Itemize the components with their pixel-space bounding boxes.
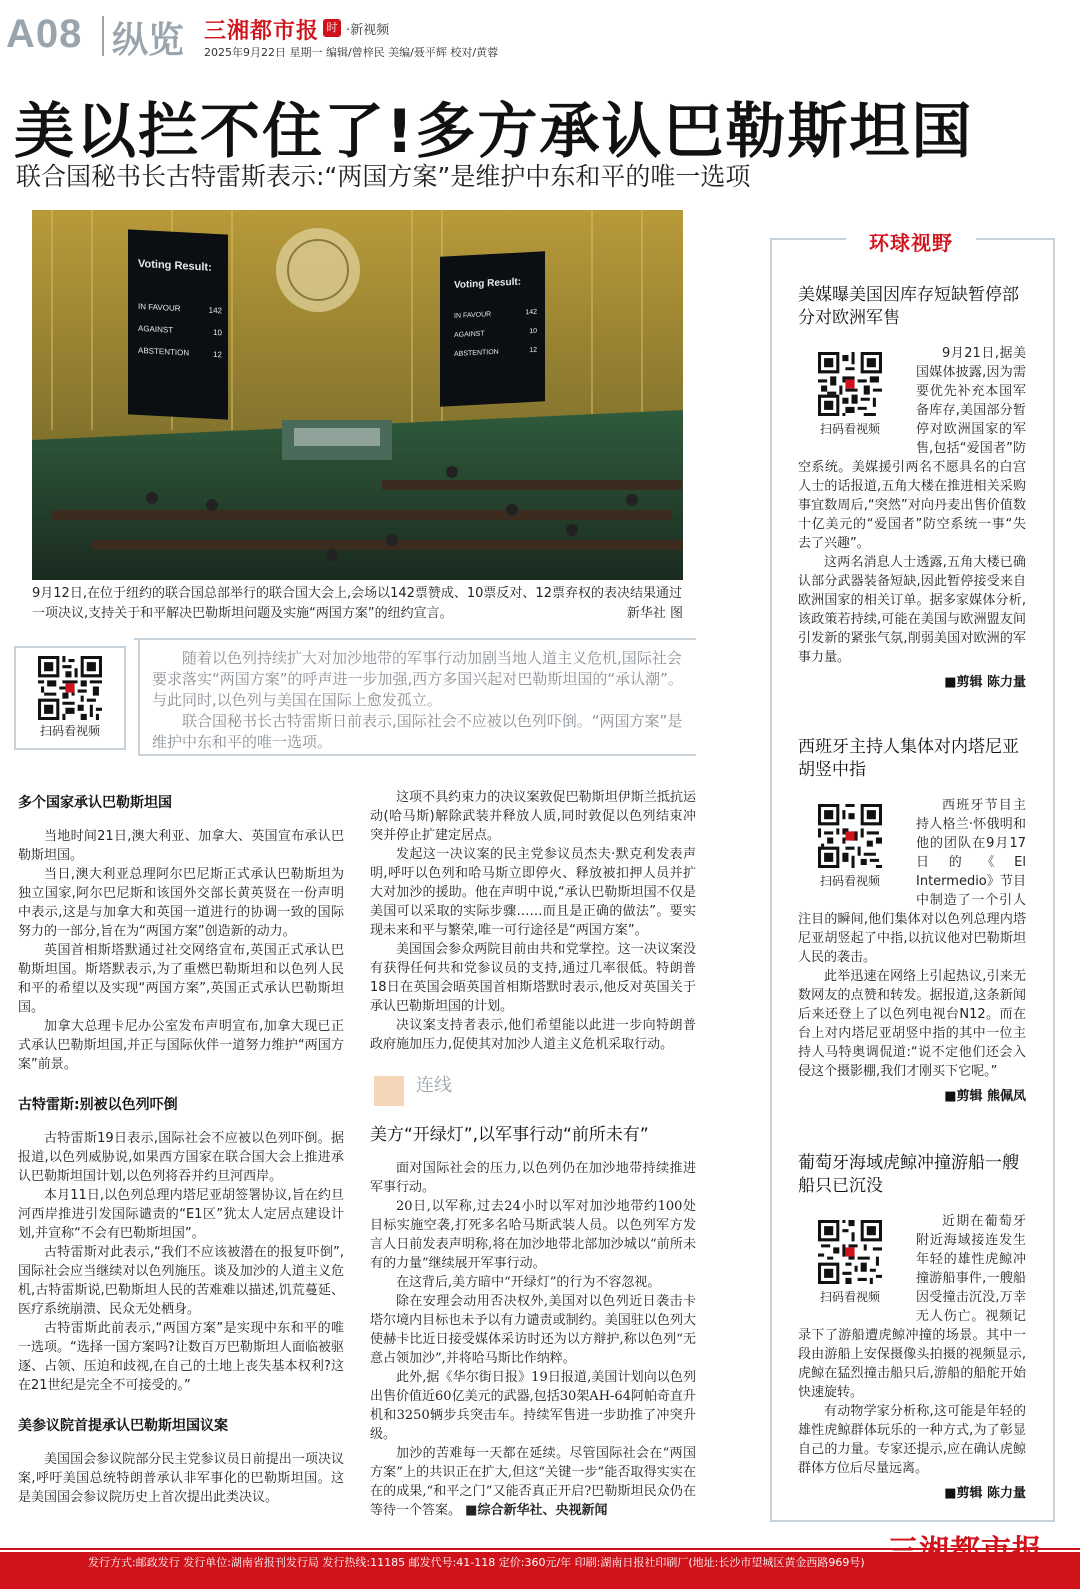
qr-code-icon[interactable]	[818, 352, 882, 416]
body-paragraph: 古特雷斯对此表示,“我们不应该被潜在的报复吓倒”,国际社会应当继续对以色列施压。谈及加沙的人道主义危机,古特雷斯说,巴勒斯坦人民的苦难难以描述,饥荒蔓延、医疗系统崩溃、民众无处栖身。	[18, 1245, 344, 1317]
sidebar-story-1	[798, 284, 1026, 690]
masthead	[0, 0, 1080, 72]
sidebar-story-2	[798, 736, 1026, 1104]
page-headline: 美以拦不住了!多方承认巴勒斯坦国	[14, 97, 974, 167]
story-sign: ■剪辑 陈力量	[944, 675, 1026, 690]
lead-paragraph: 随着以色列持续扩大对加沙地带的军事行动加剧当地人道主义危机,国际社会要求落实“两国方案”的呼声进一步加强,西方多国兴起对巴勒斯坦国的“承认潮”。与此同时,以色列与美国在国际上愈发孤立。	[152, 649, 683, 709]
voting-row-label: ABSTENTION	[454, 348, 499, 359]
body-paragraph: 决议案支持者表示,他们希望能以此进一步向特朗普政府施加压力,促使其对加沙人道主义危机采取行动。	[370, 1018, 696, 1052]
story-paragraph: 西班牙节目主持人格兰·怀俄明和他的团队在9月17日的《El Intermedio》节目中制造了一个引人注目的瞬间,他们集体对以色列总理内塔尼亚胡竖起了中指,以抗议他对巴勒斯坦人民的袭击。	[798, 798, 1026, 965]
story-title: 西班牙主持人集体对内塔尼亚胡竖中指	[798, 737, 1019, 780]
section-heading: 多个国家承认巴勒斯坦国	[18, 795, 172, 811]
story-paragraph: 近期在葡萄牙附近海域接连发生年轻的雄性虎鲸冲撞游船事件,一艘船因受撞击沉没,万幸无人伤亡。视频记录下了游船遭虎鲸冲撞的场景。其中一段由游船上安保摄像头拍摄的视频显示,虎鲸在猛烈撞击船只后,游船的船舵开始快速旋转。	[798, 1214, 1026, 1400]
voting-row-label: IN FAVOUR	[138, 301, 181, 314]
lead-paragraph: 联合国秘书长古特雷斯日前表示,国际社会不应被以色列吓倒。“两国方案”是维护中东和平的唯一选项。	[152, 712, 683, 751]
voting-row-label: IN FAVOUR	[454, 311, 492, 321]
lead-text	[152, 648, 694, 753]
sidebar-title: 环球视野	[869, 231, 953, 255]
story-qr-box[interactable]	[798, 1214, 902, 1305]
voting-row-value: 12	[529, 346, 537, 355]
video-badge-icon: 时	[323, 19, 341, 37]
qr-label: 扫码看视频	[39, 724, 100, 738]
body-paragraph: 古特雷斯19日表示,国际社会不应被以色列吓倒。据报道,以色列威胁说,如果西方国家在联合国大会上推进承认巴勒斯坦国计划,以色列将吞并约旦河西岸。	[18, 1131, 344, 1184]
voting-screen-title: Voting Result:	[138, 257, 212, 274]
body-paragraph: 20日,以军称,过去24小时以军对加沙地带约100处目标实施空袭,打死多名哈马斯武装人员。以色列军方发言人日前发表声明称,将在加沙地带北部加沙城以“前所未有的力量”继续展开军事行动。	[370, 1199, 696, 1271]
voting-screen-right	[440, 251, 545, 407]
story-title: 美媒曝美国因库存短缺暂停部分对欧洲军售	[798, 285, 1019, 328]
voting-screen-left	[128, 229, 228, 419]
body-paragraph: 本月11日,以色列总理内塔尼亚胡签署协议,旨在约旦河西岸推进引发国际谴责的“E1区”犹太人定居点建设计划,并宣称“不会有巴勒斯坦国”。	[18, 1188, 344, 1241]
sidebar-story-3	[798, 1152, 1026, 1501]
section-heading: 美参议院首提承认巴勒斯坦国议案	[18, 1418, 228, 1434]
body-paragraph: 当地时间21日,澳大利亚、加拿大、英国宣布承认巴勒斯坦国。	[18, 829, 344, 863]
qr-code-icon[interactable]	[818, 804, 882, 868]
story-sign: ■剪辑 熊佩凤	[944, 1089, 1026, 1104]
body-paragraph: 这项不具约束力的决议案敦促巴勒斯坦伊斯兰抵抗运动(哈马斯)解除武装并释放人质,同时敦促以色列结束冲突并停止扩建定居点。	[370, 790, 696, 843]
voting-row-label: AGAINST	[138, 323, 174, 335]
story-paragraph: 此举迅速在网络上引起热议,引来无数网友的点赞和转发。据报道,这条新闻后来还登上了以色列电视台N12。而在台上对内塔尼亚胡竖中指的其中一位主持人马特奥调侃道:“说不定他们还会入侵这个摄影棚,我们才刚买下它呢。”	[798, 969, 1026, 1079]
story-paragraph: 这两名消息人士透露,五角大楼已确认部分武器装备短缺,因此暂停接受来自欧洲国家的相关订单。据多家媒体分析,该政策若持续,可能在美国与欧洲盟友间引发新的紧张气氛,削弱美国对欧洲的军事力量。	[798, 555, 1026, 665]
source-sign: ■综合新华社、央视新闻	[465, 1503, 608, 1518]
body-paragraph: 古特雷斯此前表示,“两国方案”是实现中东和平的唯一选项。“选择一国方案吗?让数百万巴勒斯坦人面临被驱逐、占领、压迫和歧视,在自己的土地上丧失基本权利?这在21世纪是完全不可接受的。”	[18, 1321, 344, 1393]
quote-tag-icon	[374, 1076, 404, 1106]
lead-qr-box[interactable]	[14, 646, 126, 750]
body-paragraph: 发起这一决议案的民主党参议员杰夫·默克利发表声明,呼吁以色列和哈马斯立即停火、释放被扣押人员并扩大对加沙的援助。他在声明中说,“承认巴勒斯坦国不仅是美国可以采取的实际步骤……而且是正确的做法”。要实现未来和平与繁荣,唯一可行途径是“两国方案”。	[370, 847, 696, 938]
qr-code-icon[interactable]	[818, 1220, 882, 1284]
voting-row-value: 142	[208, 305, 222, 316]
story-sign: ■剪辑 陈力量	[944, 1486, 1026, 1501]
story-qr-box[interactable]	[798, 346, 902, 437]
qr-code-icon[interactable]	[38, 656, 102, 720]
voting-row-label: ABSTENTION	[138, 345, 190, 358]
footer-publishing-info: 发行方式:邮政发行 发行单位:湖南省报刊发行局 发行热线:11185 邮发代号:41-118 定价:360元/年 印刷:湖南日报社印刷厂(地址:长沙市望城区黄金西路969号)	[88, 1556, 865, 1569]
paper-logo: 三湘都市报	[204, 19, 320, 44]
body-text: 加沙的苦难每一天都在延续。尽管国际社会在“两国方案”上的共识正在扩大,但这“关键一步”能否取得实实在在的成果,“和平之门”又能否真正开启?巴勒斯坦民众仍在等待一个答案。	[370, 1446, 696, 1518]
photo-caption	[32, 584, 683, 624]
body-paragraph: 除在安理会动用否决权外,美国对以色列近日袭击卡塔尔境内目标也未予以有力谴责或制约。美国驻以色列大使赫卡比近日接受媒体采访时还为以方辩护,称以色列“无意占领加沙”,并将哈马斯比作纳粹。	[370, 1294, 696, 1366]
body-paragraph: 加拿大总理卡尼办公室发布声明宣布,加拿大现已正式承认巴勒斯坦国,并正与国际伙伴一道努力维护“两国方案”前景。	[18, 1019, 344, 1072]
story-title: 葡萄牙海域虎鲸冲撞游船一艘船只已沉没	[798, 1153, 1019, 1196]
link-section-label: 连线	[416, 1075, 452, 1096]
body-paragraph: 美国国会参众两院目前由共和党掌控。这一决议案没有获得任何共和党参议员的支持,通过几率很低。特朗普18日在英国会晤英国首相斯塔默时表示,他反对英国关于承认巴勒斯坦国的计划。	[370, 942, 696, 1014]
footer-rule	[0, 1548, 1080, 1550]
article-column-1	[18, 788, 344, 1507]
lead-box	[14, 632, 696, 762]
voting-row-value: 142	[525, 308, 537, 317]
voting-row-value: 10	[529, 327, 537, 336]
photo-credit: 新华社 图	[626, 606, 683, 621]
voting-row-label: AGAINST	[454, 330, 485, 340]
body-paragraph: 英国首相斯塔默通过社交网络宣布,英国正式承认巴勒斯坦国。斯塔默表示,为了重燃巴勒斯坦和以色列人民和平的希望以及实现“两国方案”,英国正式承认巴勒斯坦国。	[18, 943, 344, 1015]
voting-row-value: 10	[213, 327, 222, 338]
story-paragraph: 有动物学家分析称,这可能是年轻的雄性虎鲸群体玩乐的一种方式,为了彰显自己的力量。专家还提示,应在确认虎鲸群体方位后尽量远离。	[798, 1404, 1026, 1476]
qr-label: 扫码看视频	[819, 1290, 880, 1304]
sub-article-title: 美方“开绿灯”,以军事行动“前所未有”	[370, 1125, 649, 1145]
link-section-tag	[370, 1062, 696, 1120]
article-column-2	[370, 788, 696, 1520]
voting-screen-title: Voting Result:	[454, 276, 522, 292]
qr-label: 扫码看视频	[819, 422, 880, 436]
caption-text: 9月12日,在位于纽约的联合国总部举行的联合国大会上,会场以142票赞成、10票反对、12票弃权的表决结果通过一项决议,支持关于和平解决巴勒斯坦问题及实施“两国方案”的纽约宣言。	[32, 586, 682, 621]
paper-logo-sub: ·新视频	[346, 23, 390, 38]
story-paragraph: 9月21日,据美国媒体披露,因为需要优先补充本国军备库存,美国部分暂停对欧洲国家的军售,包括“爱国者”防空系统。美媒援引两名不愿具名的白宫人士的话报道,五角大楼在推进相关采购事宜数周后,“突然”对向丹麦出售价值数十亿美元的“爱国者”防空系统一事“失去了兴趣”。	[798, 346, 1026, 551]
body-paragraph: 此外,据《华尔街日报》19日报道,美国计划向以色列出售价值近60亿美元的武器,包括30架AH-64阿帕奇直升机和3250辆步兵突击车。持续军售进一步助推了冲突升级。	[370, 1370, 696, 1442]
story-qr-box[interactable]	[798, 798, 902, 889]
body-paragraph: 美国国会参议院部分民主党参议员日前提出一项决议案,呼吁美国总统特朗普承认非军事化的巴勒斯坦国。这是美国国会参议院历史上首次提出此类决议。	[18, 1452, 344, 1505]
body-paragraph: 在这背后,美方暗中“开绿灯”的行为不容忽视。	[396, 1275, 661, 1290]
page-number: A08	[6, 12, 83, 56]
section-heading: 古特雷斯:别被以色列吓倒	[18, 1097, 178, 1113]
issue-meta: 2025年9月22日 星期一 编辑/曾梓民 美编/聂平辉 校对/黄蓉	[204, 46, 499, 59]
body-paragraph: 当日,澳大利亚总理阿尔巴尼斯正式承认巴勒斯坦为独立国家,阿尔巴尼斯和该国外交部长黄英贤在一份声明中表示,这是与加拿大和英国一道进行的协调一致的国际努力的一部分,旨在为“两国方案”创造新的动力。	[18, 867, 344, 939]
body-paragraph: 面对国际社会的压力,以色列仍在加沙地带持续推进军事行动。	[370, 1161, 696, 1195]
body-paragraph	[370, 1444, 696, 1520]
qr-label: 扫码看视频	[819, 874, 880, 888]
section-name: 纵览	[112, 20, 185, 61]
voting-row-value: 12	[213, 349, 222, 360]
masthead-divider	[102, 16, 104, 56]
page-subhead: 联合国秘书长古特雷斯表示:“两国方案”是维护中东和平的唯一选项	[16, 162, 751, 191]
